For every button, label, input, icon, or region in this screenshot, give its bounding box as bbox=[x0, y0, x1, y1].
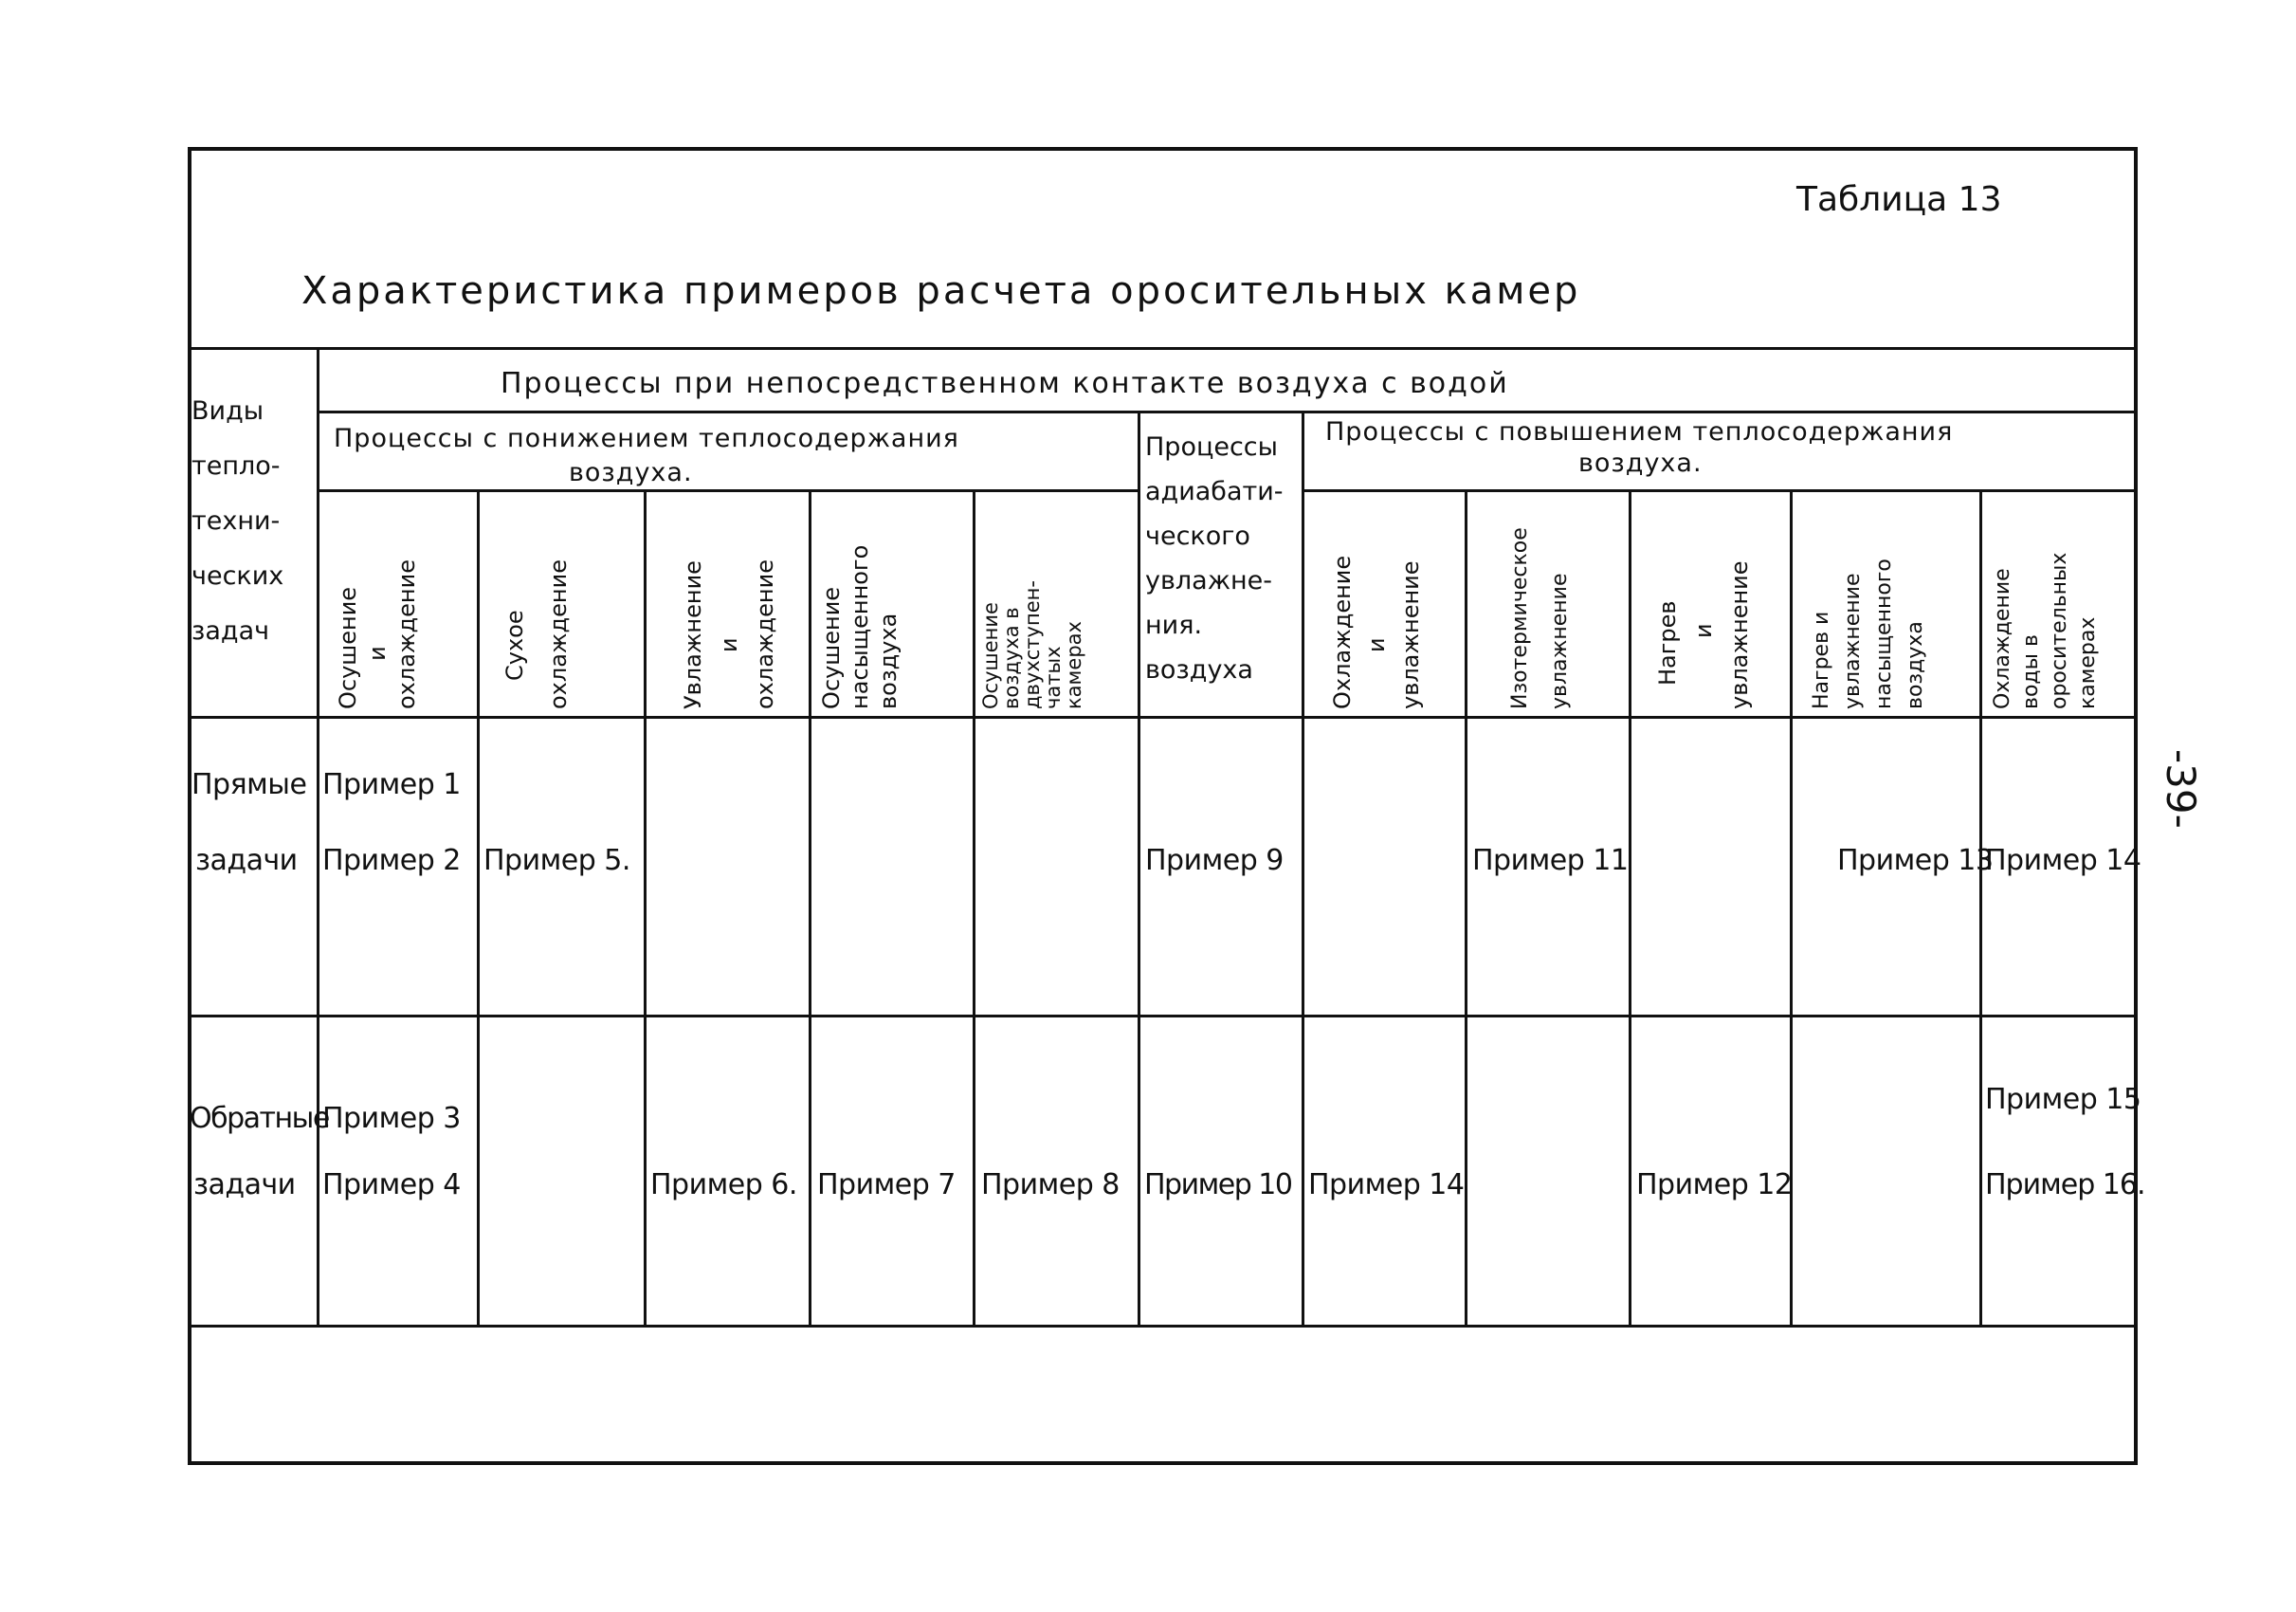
col-divider-10 bbox=[1979, 489, 1982, 1325]
page-number: -39- bbox=[2158, 749, 2204, 829]
col-divider-5 bbox=[1138, 411, 1140, 1325]
column-header-c5: Осушение воздуха в двухступен- чатых камерах bbox=[979, 580, 1085, 709]
column-header-c4: Осушение насыщенного воздуха bbox=[818, 544, 902, 709]
row-label-inverse-line1: Обратные bbox=[190, 1102, 329, 1135]
processes-header: Процессы при непосредственном контакте воздуха с водой bbox=[501, 367, 1509, 400]
column-header-c2: Сухое охлаждение bbox=[501, 559, 572, 709]
cell-inverse-c4: Пример 7 bbox=[817, 1168, 956, 1201]
row-header-line: тепло- bbox=[191, 451, 281, 481]
cell-direct-c1a: Пример 1 bbox=[322, 768, 461, 801]
group-header-divider-right bbox=[1302, 489, 2138, 492]
group-adiabatic-line: ния. bbox=[1145, 611, 1203, 640]
group-adiabatic bbox=[1145, 425, 1284, 692]
col-divider-1 bbox=[477, 489, 480, 1325]
row-label-direct-line2: задачи bbox=[195, 844, 298, 877]
group-adiabatic-line: увлажне- bbox=[1145, 566, 1273, 595]
cell-inverse-c11a: Пример 15 bbox=[1985, 1083, 2141, 1116]
group-header-divider-left bbox=[317, 489, 1138, 492]
group-adiabatic-line: воздуха bbox=[1145, 655, 1253, 685]
column-header-c8: Изотермическое увлажнение bbox=[1508, 527, 1572, 709]
cell-inverse-c1a: Пример 3 bbox=[322, 1102, 461, 1135]
table-frame bbox=[188, 147, 2138, 1465]
column-header-c1: Осушение и охлаждение bbox=[335, 559, 420, 709]
cell-direct-c6: Пример 9 bbox=[1145, 844, 1284, 877]
cell-inverse-c1b: Пример 4 bbox=[322, 1168, 461, 1201]
column-header-c3: Увлажнение и охлаждение bbox=[680, 559, 778, 709]
processes-header-divider bbox=[317, 411, 2138, 413]
row-divider-direct bbox=[188, 1015, 2138, 1017]
col-divider-2 bbox=[644, 489, 647, 1325]
group-decrease-line1: Процессы с понижением теплосодержания bbox=[334, 424, 959, 453]
cell-inverse-c7: Пример 14 bbox=[1308, 1168, 1465, 1201]
cell-inverse-c3: Пример 6. bbox=[650, 1168, 797, 1201]
cell-direct-c10: Пример 13 bbox=[1837, 844, 1994, 877]
cell-inverse-c9: Пример 12 bbox=[1636, 1168, 1793, 1201]
header-divider bbox=[188, 347, 2138, 350]
column-header-c9: Нагрев и увлажнение bbox=[1654, 560, 1753, 709]
group-adiabatic-line: адиабати- bbox=[1145, 477, 1284, 506]
row-header-line: техни- bbox=[191, 506, 281, 536]
table-title: Характеристика примеров расчета оросительных камер bbox=[301, 269, 1581, 313]
group-increase-line2: воздуха. bbox=[1578, 449, 1703, 478]
cell-inverse-c6: Пример 10 bbox=[1144, 1168, 1292, 1201]
cell-direct-c11: Пример 14 bbox=[1985, 844, 2141, 877]
col-divider-8 bbox=[1629, 489, 1631, 1325]
col-divider-6 bbox=[1302, 411, 1304, 1325]
row-label-inverse-line2: задачи bbox=[193, 1168, 296, 1201]
row-label-direct-line1: Прямые bbox=[191, 768, 307, 801]
column-header-c10: Нагрев и увлажнение насыщенного воздуха bbox=[1810, 559, 1927, 709]
column-header-bottom bbox=[188, 716, 2138, 719]
row-header-divider bbox=[317, 347, 319, 1325]
group-increase-line1: Процессы с повышением теплосодержания bbox=[1325, 417, 1954, 447]
cell-direct-c1b: Пример 2 bbox=[322, 844, 461, 877]
row-header-line: Виды bbox=[191, 396, 264, 426]
cell-inverse-c5: Пример 8 bbox=[981, 1168, 1120, 1201]
cell-direct-c2: Пример 5. bbox=[483, 844, 630, 877]
row-header-line: ческих bbox=[191, 561, 284, 591]
table-label: Таблица 13 bbox=[1796, 180, 2002, 219]
row-header-line: задач bbox=[191, 616, 270, 646]
column-header-c7: Охлаждение и увлажнение bbox=[1329, 555, 1424, 709]
group-adiabatic-line: Процессы bbox=[1145, 432, 1278, 462]
row-header-title bbox=[191, 384, 283, 659]
col-divider-4 bbox=[973, 489, 975, 1325]
column-header-c11: Охлаждение воды в оросительных камерах bbox=[1991, 552, 2100, 709]
col-divider-7 bbox=[1465, 489, 1467, 1325]
col-divider-3 bbox=[809, 489, 811, 1325]
row-divider-inverse bbox=[188, 1325, 2138, 1328]
cell-inverse-c11b: Пример 16. bbox=[1985, 1168, 2145, 1201]
group-decrease-line2: воздуха. bbox=[569, 458, 693, 487]
group-adiabatic-line: ческого bbox=[1145, 522, 1250, 551]
cell-direct-c8: Пример 11 bbox=[1472, 844, 1629, 877]
